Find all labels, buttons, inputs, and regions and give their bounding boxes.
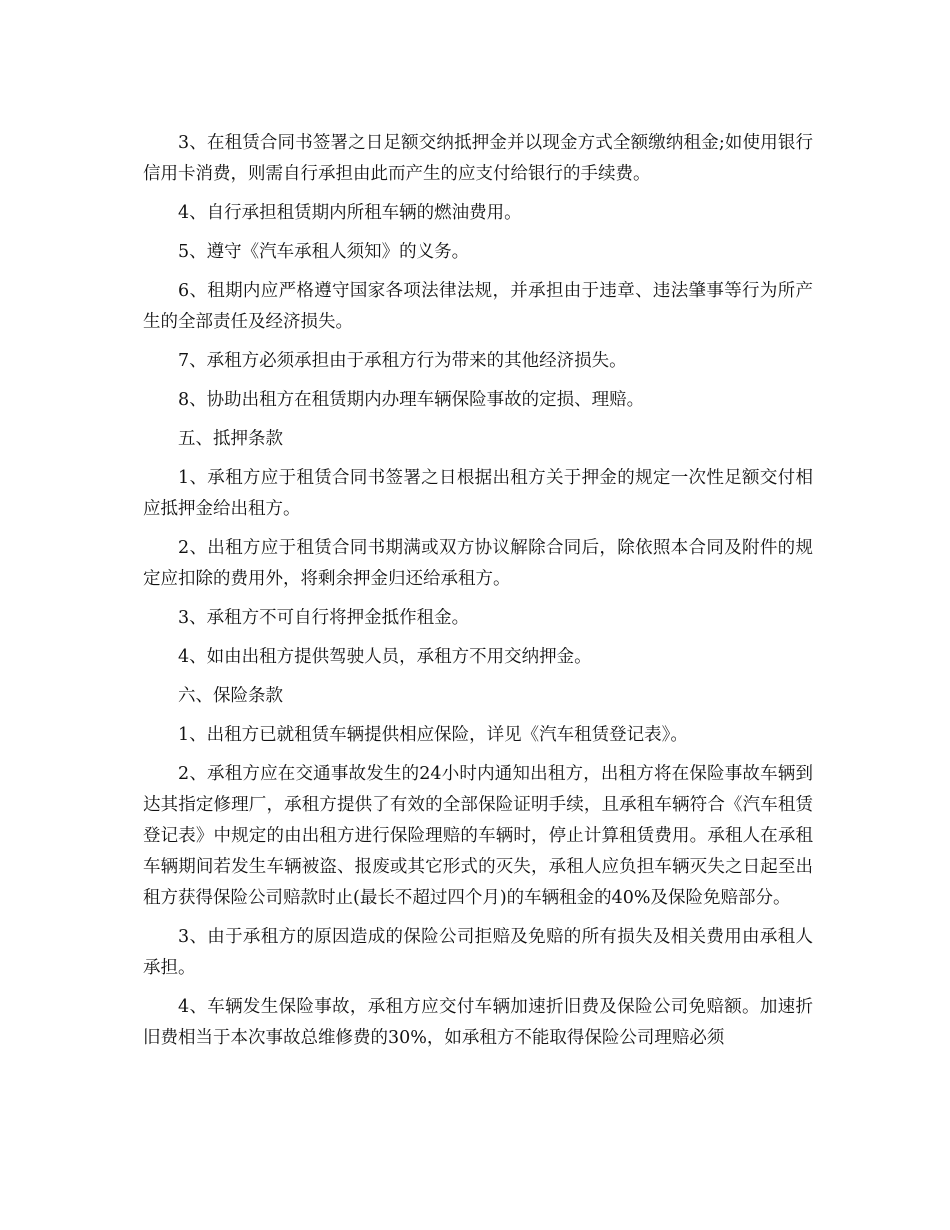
paragraph-insurance-2: 2、承租方应在交通事故发生的24小时内通知出租方，出租方将在保险事故车辆到达其指定修理厂，承租方提供了有效的全部保险证明手续，且承租车辆符合《汽车租赁登记表》中规定的由出租方进行保险理赔的车辆时，停止计算租赁费用。承租人在承租 车辆期间若发生车辆被盗、报废或其它形式的灭失，承租人应负担车辆灭失之日起至出租方获得保险公司赔款时止(最长不超过四个月)的车辆租金的40%及保险免赔部分。 [143,764,813,908]
paragraph-lessee-duty-4: 4、自行承担租赁期内所租车辆的燃油费用。 [178,203,522,223]
paragraph-lessee-duty-6: 6、租期内应严格遵守国家各项法律法规，并承担由于违章、违法肇事等行为所产生的全部责任及经济损失。 [143,281,813,332]
paragraph-lessee-duty-8: 8、协助出租方在租赁期内办理车辆保险事故的定损、理赔。 [178,390,645,410]
paragraph-lessee-duty-3: 3、在租赁合同书签署之日足额交纳抵押金并以现金方式全额缴纳租金;如使用银行信用卡消费，则需自行承担由此而产生的应支付给银行的手续费。 [143,133,813,184]
paragraph-insurance-4: 4、车辆发生保险事故，承租方应交付车辆加速折旧费及保险公司免赔额。加速折旧费相当于本次事故总维修费的30%，如承租方不能取得保险公司理赔必须 [143,997,813,1048]
section-heading-deposit: 五、抵押条款 [178,429,283,449]
document-body [143,128,813,1062]
paragraph-deposit-2: 2、出租方应于租赁合同书期满或双方协议解除合同后，除依照本合同及附件的规定应扣除的费用外，将剩余押金归还给承租方。 [143,538,813,589]
paragraph-insurance-1: 1、出租方已就租赁车辆提供相应保险，详见《汽车租赁登记表》。 [178,725,688,745]
paragraph-deposit-4: 4、如由出租方提供驾驶人员，承租方不用交纳押金。 [178,647,592,667]
paragraph-insurance-3: 3、由于承租方的原因造成的保险公司拒赔及免赔的所有损失及相关费用由承租人承担。 [143,927,813,978]
section-heading-insurance: 六、保险条款 [178,686,283,706]
paragraph-lessee-duty-7: 7、承租方必须承担由于承租方行为带来的其他经济损失。 [178,351,627,371]
paragraph-deposit-3: 3、承租方不可自行将押金抵作租金。 [178,608,470,628]
paragraph-lessee-duty-5: 5、遵守《汽车承租人须知》的义务。 [178,242,470,262]
paragraph-deposit-1: 1、承租方应于租赁合同书签署之日根据出租方关于押金的规定一次性足额交付相应抵押金给出租方。 [143,468,813,519]
